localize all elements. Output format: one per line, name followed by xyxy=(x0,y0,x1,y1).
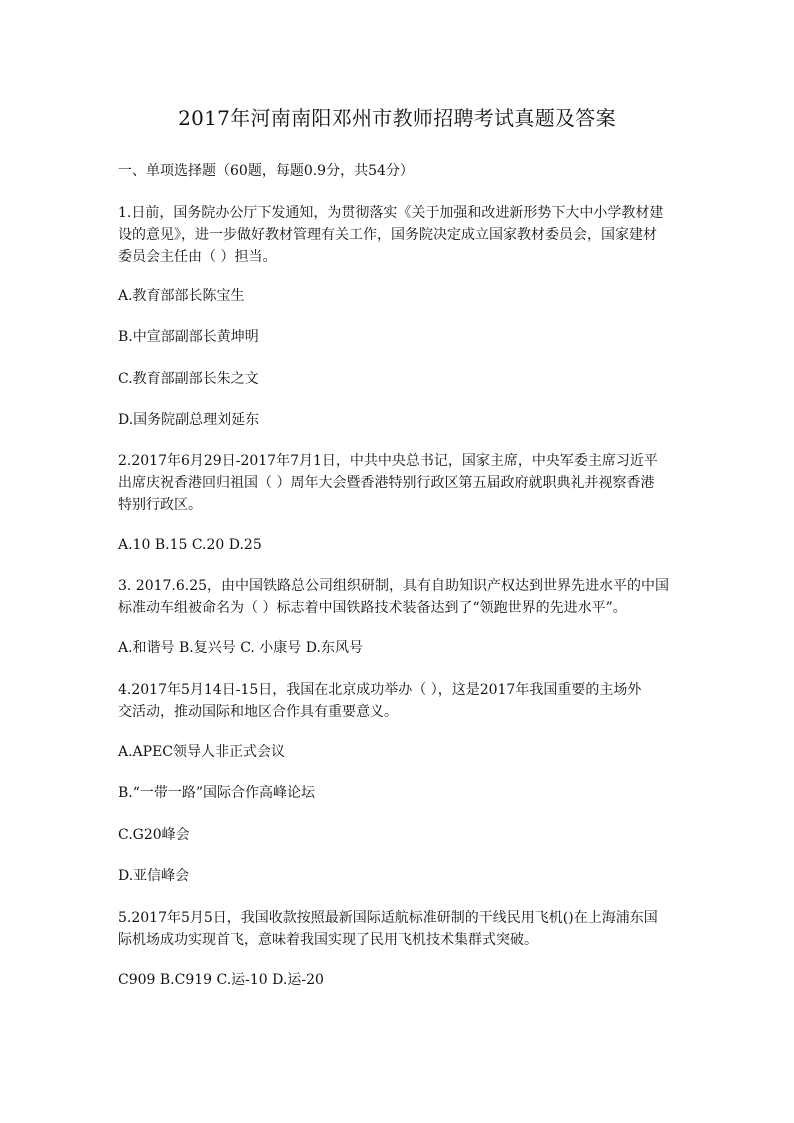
question-1-option-b: B.中宣部副部长黄坤明 xyxy=(118,329,259,345)
question-4-option-d: D.亚信峰会 xyxy=(118,868,190,884)
question-3-options: A.和谐号 B.复兴号 C. 小康号 D.东风号 xyxy=(118,640,363,656)
stem-line: 出席庆祝香港回归祖国（ ）周年大会暨香港特别行政区第五届政府就职典礼并视察香港 xyxy=(118,475,655,491)
stem-line: 交活动，推动国际和地区合作具有重要意义。 xyxy=(118,704,398,720)
stem-line: 5.2017年5月5日，我国收款按照最新国际适航标准研制的干线民用飞机()在上海浦东国 xyxy=(118,910,658,926)
stem-line: 4.2017年5月14日-15日，我国在北京成功举办（ ），这是2017年我国重要的主场外 xyxy=(118,682,642,698)
question-2-stem xyxy=(118,450,688,516)
question-4-option-a: A.APEC领导人非正式会议 xyxy=(118,744,286,760)
question-5-options: C909 B.C919 C.运-10 D.运-20 xyxy=(118,972,324,988)
stem-line: 委员会主任由（ ）担当。 xyxy=(118,249,277,265)
question-1-option-d: D.国务院副总理刘延东 xyxy=(118,412,260,428)
stem-line: 际机场成功实现首飞，意味着我国实现了民用飞机技术集群式突破。 xyxy=(118,932,538,948)
question-5-stem xyxy=(118,907,688,951)
question-4-option-c: C.G20峰会 xyxy=(118,827,190,843)
stem-line: 3. 2017.6.25，由中国铁路总公司组织研制，具有自助知识产权达到世界先进水平的中国 xyxy=(118,578,670,594)
stem-line: 设的意见》，进一步做好教材管理有关工作，国务院决定成立国家教材委员会，国家建材 xyxy=(118,227,657,243)
stem-line: 标准动车组被命名为（ ）标志着中国铁路技术装备达到了“领跑世界的先进水平”。 xyxy=(118,600,627,616)
section-heading: 一、单项选择题（60题，每题0.9分，共54分） xyxy=(118,163,414,179)
question-1-stem xyxy=(118,202,688,268)
question-4-stem xyxy=(118,679,688,723)
page-title: 2017年河南南阳邓州市教师招聘考试真题及答案 xyxy=(178,106,616,130)
question-3-stem xyxy=(118,575,688,619)
question-1-option-a: A.教育部部长陈宝生 xyxy=(118,288,245,304)
stem-line: 2.2017年6月29日-2017年7月1日，中共中央总书记，国家主席，中央军委主席习近平 xyxy=(118,453,658,469)
stem-line: 1.日前，国务院办公厅下发通知，为贯彻落实《关于加强和改进新形势下大中小学教材建 xyxy=(118,205,664,221)
stem-line: 特别行政区。 xyxy=(118,497,202,513)
question-2-options: A.10 B.15 C.20 D.25 xyxy=(118,537,262,553)
question-4-option-b: B.“一带一路”国际合作高峰论坛 xyxy=(118,785,316,801)
question-1-option-c: C.教育部副部长朱之文 xyxy=(118,371,259,387)
